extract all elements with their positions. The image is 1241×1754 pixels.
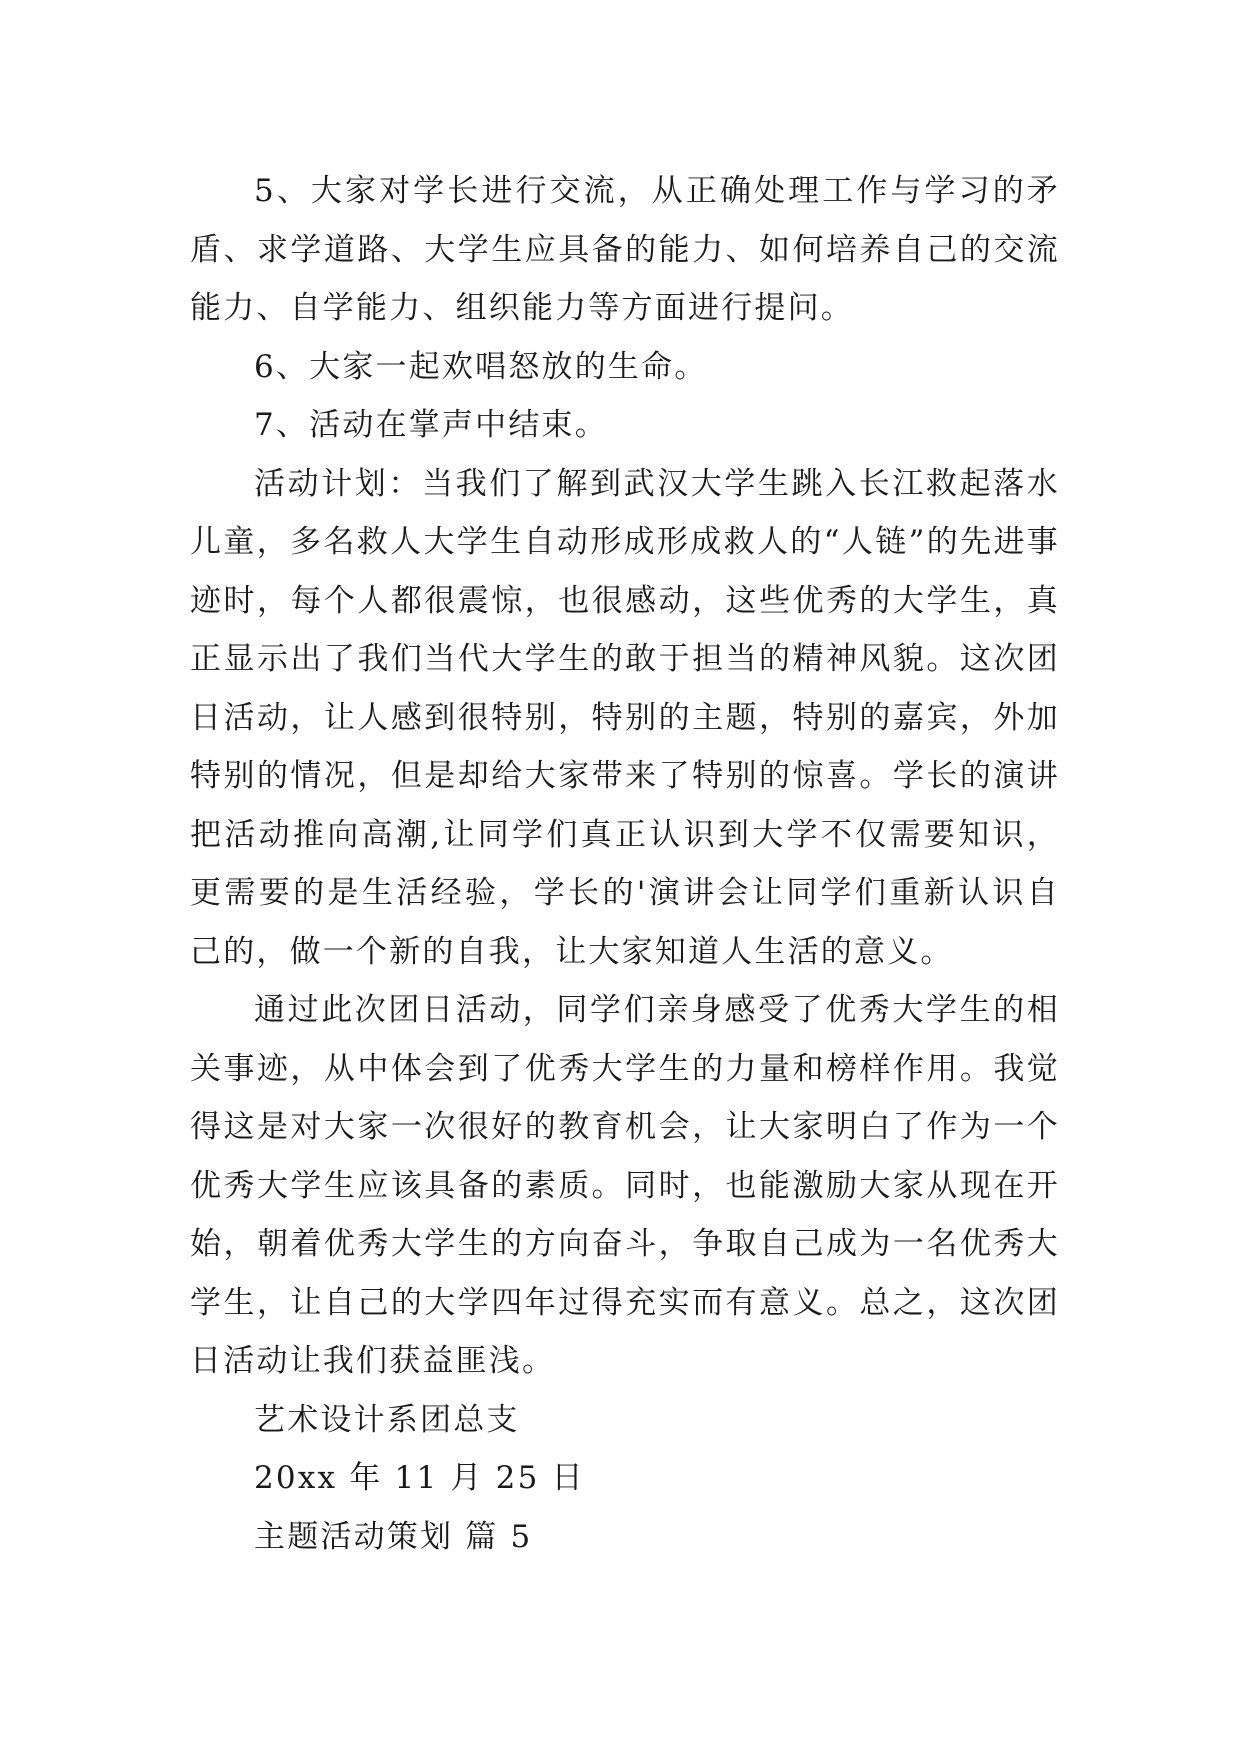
paragraph-activity-plan: 活动计划：当我们了解到武汉大学生跳入长江救起落水儿童，多名救人大学生自动形成形成救人的“人链”的先进事迹时，每个人都很震惊，也很感动，这些优秀的大学生，真正显示出了我们当代大学生的敢于担当的精神风貌。这次团日活动，让人感到很特别，特别的主题，特别的嘉宾，外加特别的情况，但是却给大家带来了特别的惊喜。学长的演讲把活动推向高潮,让同学们真正认识到大学不仅需要知识，更需要的是生活经验，学长的'演讲会让同学们重新认识自己的，做一个新的自我，让大家知道人生活的意义。 bbox=[190, 465, 1060, 970]
paragraph-step-6: 6、大家一起欢唱怒放的生命。 bbox=[254, 348, 708, 385]
next-section-title: 主题活动策划 篇 5 bbox=[254, 1518, 533, 1555]
date: 20xx 年 11 月 25 日 bbox=[254, 1460, 585, 1496]
paragraph-step-5: 5、大家对学长进行交流，从正确处理工作与学习的矛盾、求学道路、大学生应具备的能力、如何培养自己的交流能力、自学能力、组织能力等方面进行提问。 bbox=[190, 173, 1060, 326]
signature: 艺术设计系团总支 bbox=[254, 1401, 520, 1438]
paragraph-step-7: 7、活动在掌声中结束。 bbox=[254, 407, 608, 443]
document-page bbox=[190, 162, 1060, 1566]
paragraph-summary: 通过此次团日活动，同学们亲身感受了优秀大学生的相关事迹，从中体会到了优秀大学生的力量和榜样作用。我觉得这是对大家一次很好的教育机会，让大家明白了作为一个优秀大学生应该具备的素质。同时，也能激励大家从现在开始，朝着优秀大学生的方向奋斗，争取自己成为一名优秀大学生，让自己的大学四年过得充实而有意义。总之，这次团日活动让我们获益匪浅。 bbox=[190, 992, 1060, 1379]
